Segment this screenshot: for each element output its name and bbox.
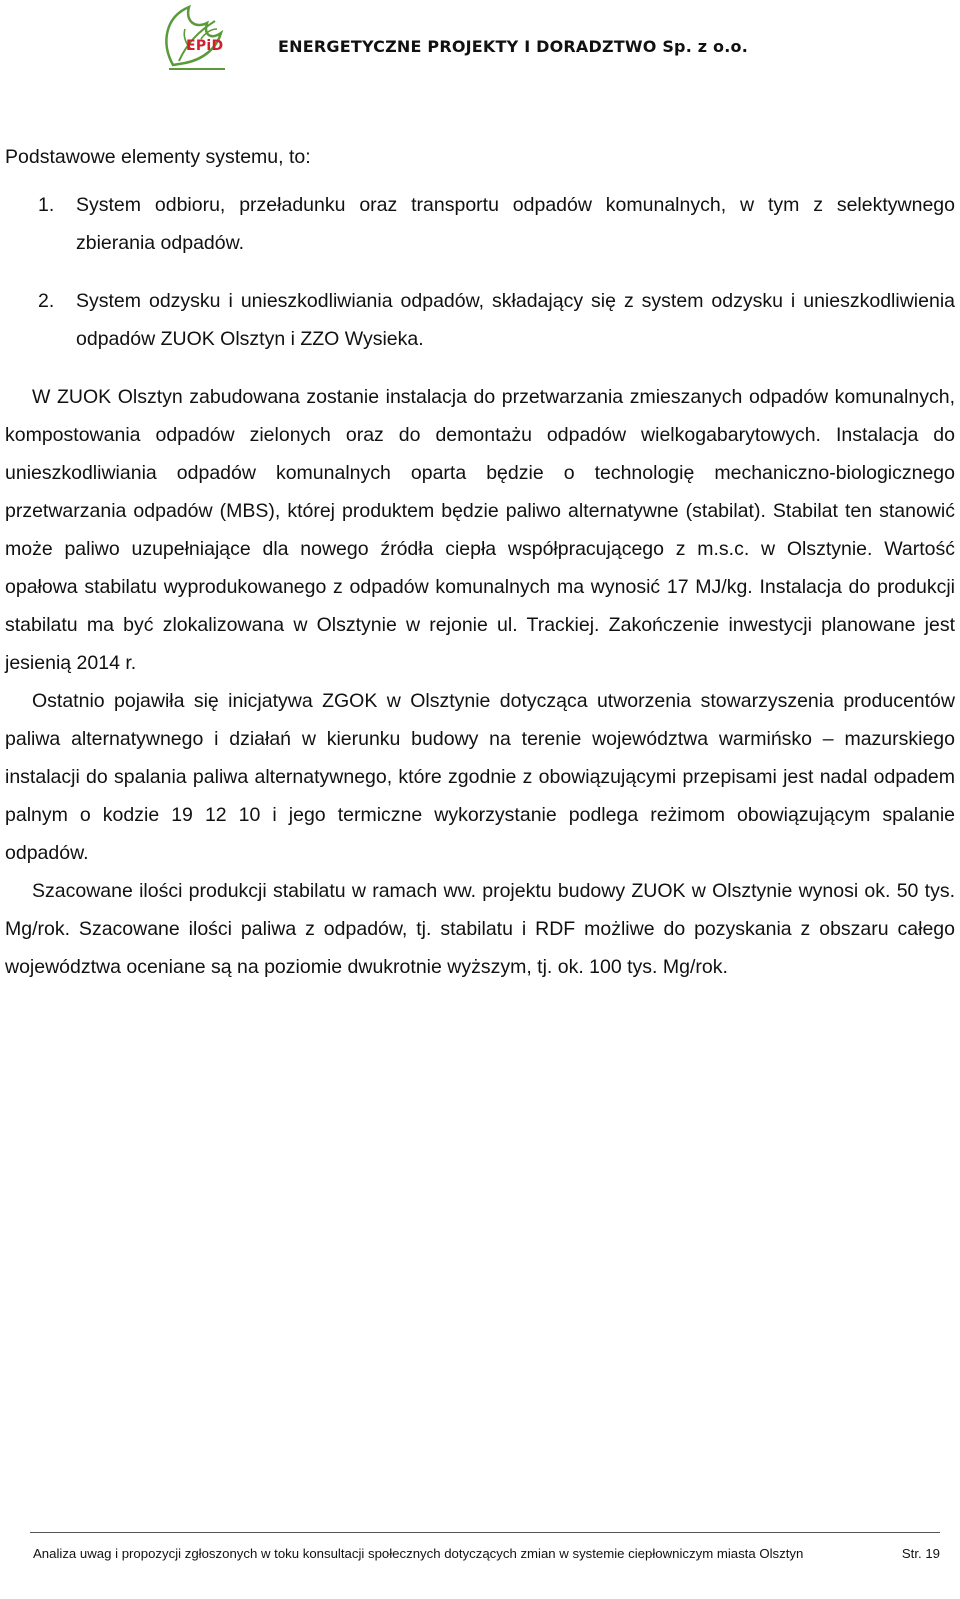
list-item-number: 1. [38, 194, 55, 216]
list-item-text: System odzysku i unieszkodliwiania odpadów, składający się z system odzysku i unieszkodliwienia odpadów ZUOK Olsztyn i ZZO Wysieka. [76, 290, 955, 350]
page-number: Str. 19 [901, 1546, 940, 1561]
intro-text: Podstawowe elementy systemu, to: [5, 146, 311, 168]
list-item-number: 2. [38, 290, 55, 312]
footer-title: Analiza uwag i propozycji zgłoszonych w toku konsultacji społecznych dotyczących zmian w systemie ciepłowniczym miasta Olsztyn [33, 1546, 804, 1561]
paragraph-estimates: Szacowane ilości produkcji stabilatu w ramach ww. projektu budowy ZUOK w Olsztynie wynosi ok. 50 tys. Mg/rok. Szacowane ilości paliwa z odpadów, tj. stabilatu i RDF możliwe do pozyskania z obszaru całego województwa oceniane są na poziomie dwukrotnie wyższym, tj. ok. 100 tys. Mg/rok. [5, 880, 955, 978]
elements-list [5, 186, 955, 358]
list-item [5, 186, 955, 262]
paragraph-initiative: Ostatnio pojawiła się inicjatywa ZGOK w Olsztynie dotycząca utworzenia stowarzyszenia producentów paliwa alternatywnego i działań w kierunku budowy na terenie województwa warmińsko – mazurskiego instalacji do spalania paliwa alternatywnego, które zgodnie z obowiązującymi przepisami jest nadal odpadem palnym o kodzie 19 12 10 i jego termiczne wykorzystanie podlega reżimom obowiązującym spalanie odpadów. [5, 690, 955, 864]
list-item [5, 282, 955, 358]
list-item-text: System odbioru, przeładunku oraz transportu odpadów komunalnych, w tym z selektywnego zbierania odpadów. [76, 194, 955, 254]
page-header [0, 0, 960, 80]
page-footer [30, 1532, 940, 1561]
paragraph-zuok: W ZUOK Olsztyn zabudowana zostanie instalacja do przetwarzania zmieszanych odpadów komunalnych, kompostowania odpadów zielonych oraz do demontażu odpadów wielkogabarytowych. Instalacja do unieszkodliwiania odpadów komunalnych oparta będzie o technologię mechaniczno-biologicznego przetwarzania odpadów (MBS), której produktem będzie paliwo alternatywne (stabilat). Stabilat ten stanowić może paliwo uzupełniające dla nowego źródła ciepła współpracującego z m.s.c. w Olsztynie. Wartość opałowa stabilatu wyprodukowanego z odpadów komunalnych ma wynosić 17 MJ/kg. Instalacja do produkcji stabilatu ma być zlokalizowana w Olsztynie w rejonie ul. Trackiej. Zakończenie inwestycji planowane jest jesienią 2014 r. [5, 386, 955, 674]
logo-text: EPiD [186, 38, 224, 54]
company-name: ENERGETYCZNE PROJEKTY I DORADZTWO Sp. z o.o. [278, 37, 748, 56]
document-body [5, 138, 955, 986]
